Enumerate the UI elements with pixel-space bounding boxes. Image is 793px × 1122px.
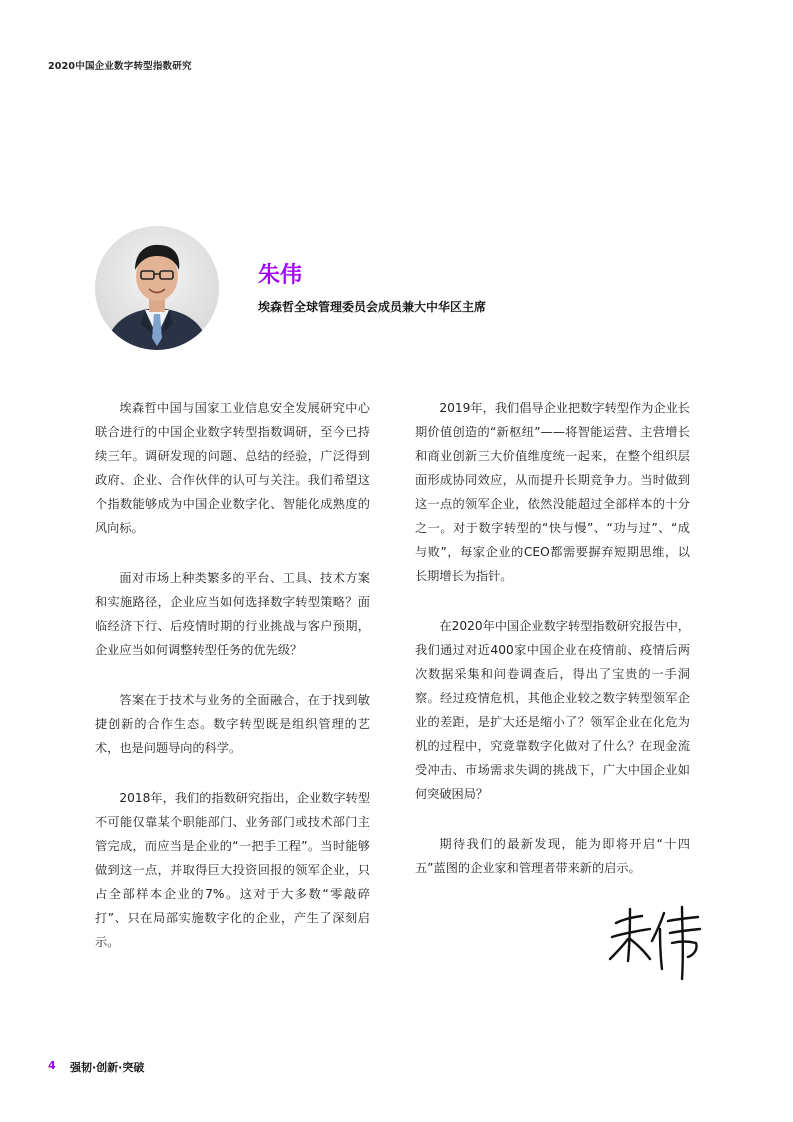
handwritten-signature xyxy=(608,903,708,981)
paragraph: 2019年，我们倡导企业把数字转型作为企业长期价值创造的“新枢纽”——将智能运营、主营增长和商业创新三大价值维度统一起来，在整个组织层面形成协同效应，从而提升长期竞争力。当时做到这一点的领军企业，依然没能超过全部样本的十分之一。对于数字转型的“快与慢”、“功与过”、“成与败”，每家企业的CEO都需要摒弃短期思维，以长期增长为指针。 xyxy=(415,401,690,583)
signature-image xyxy=(608,903,708,981)
paragraph: 埃森哲中国与国家工业信息安全发展研究中心联合进行的中国企业数字转型指数调研，至今已持续三年。调研发现的问题、总结的经验，广泛得到政府、企业、合作伙伴的认可与关注。我们希望这个指数能够成为中国企业数字化、智能化成熟度的风向标。 xyxy=(95,401,370,535)
author-portrait-image xyxy=(95,226,219,350)
author-name: 朱伟 xyxy=(258,263,303,288)
footer-title: 强韧·创新·突破 xyxy=(70,1061,145,1074)
paragraph: 答案在于技术与业务的全面融合，在于找到敏捷创新的合作生态。数字转型既是组织管理的艺术，也是问题导向的科学。 xyxy=(95,693,370,755)
author-portrait xyxy=(95,226,219,350)
paragraph: 面对市场上种类繁多的平台、工具、技术方案和实施路径，企业应当如何选择数字转型策略？面临经济下行、后疫情时期的行业挑战与客户预期，企业应当如何调整转型任务的优先级？ xyxy=(95,571,370,657)
author-position: 埃森哲全球管理委员会成员兼大中华区主席 xyxy=(258,300,487,314)
left-column xyxy=(95,396,370,980)
report-title: 2020中国企业数字转型指数研究 xyxy=(48,61,192,72)
paragraph: 2018年，我们的指数研究指出，企业数字转型不可能仅靠某个职能部门、业务部门或技术部门主管完成，而应当是企业的“一把手工程”。当时能够做到这一点，并取得巨大投资回报的领军企业，只占全部样本企业的7%。这对于大多数“零敲碎打”、只在局部实施数字化的企业，产生了深刻启示。 xyxy=(95,791,370,949)
paragraph: 期待我们的最新发现，能为即将开启“十四五”蓝图的企业家和管理者带来新的启示。 xyxy=(415,837,690,875)
right-column xyxy=(415,396,690,906)
paragraph: 在2020年中国企业数字转型指数研究报告中，我们通过对近400家中国企业在疫情前、疫情后两次数据采集和问卷调查后，得出了宝贵的一手洞察。经过疫情危机，其他企业较之数字转型领军企业的差距，是扩大还是缩小了？领军企业在化危为机的过程中，究竟靠数字化做对了什么？在现金流受冲击、市场需求失调的挑战下，广大中国企业如何突破困局？ xyxy=(415,619,690,801)
page-number: 4 xyxy=(48,1059,56,1072)
